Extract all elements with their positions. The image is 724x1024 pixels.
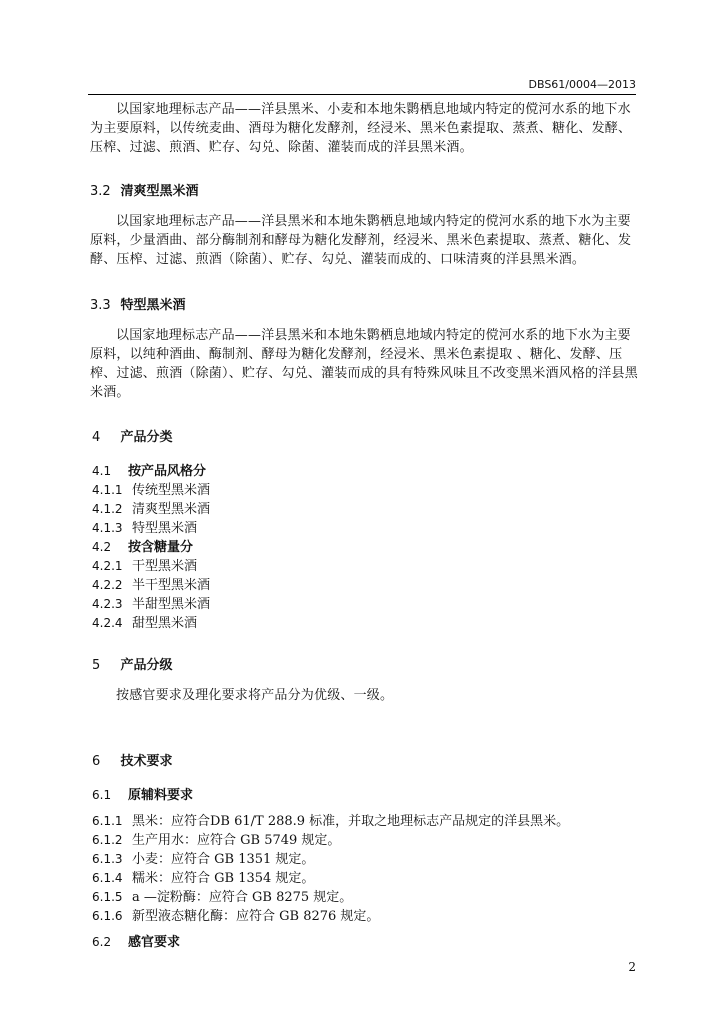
- item-text: 半甜型黑米酒: [132, 597, 211, 612]
- item-text: 甜型黑米酒: [132, 616, 198, 631]
- paragraph-5: 按感官要求及理化要求将产品分为优级、一级。: [116, 688, 394, 703]
- item-number: 6.1.3: [92, 852, 123, 866]
- section-title: 技术要求: [120, 754, 173, 769]
- list-item: [92, 907, 379, 926]
- document-number: DBS61/0004—2013: [528, 78, 636, 91]
- section-number: 3.2: [90, 184, 111, 199]
- list-item: [92, 500, 210, 519]
- list-item: [92, 595, 210, 614]
- list-item: [92, 869, 314, 888]
- item-text: 黑米：应符合DB 61/T 288.9 标准，并取之地理标志产品规定的洋县黑米。: [132, 814, 570, 829]
- item-number: 4.1.2: [92, 502, 123, 516]
- item-text: 生产用水：应符合 GB 5749 规定。: [132, 833, 341, 848]
- section-number: 6: [92, 754, 101, 769]
- item-text: 原辅料要求: [128, 788, 194, 803]
- list-item: [92, 812, 569, 831]
- list-item: [92, 481, 210, 500]
- item-text: 干型黑米酒: [132, 559, 198, 574]
- item-number: 4.1.1: [92, 483, 123, 497]
- list-item: [92, 933, 180, 952]
- list-item: [92, 462, 206, 481]
- item-number: 6.1.4: [92, 871, 123, 885]
- section-title: 产品分级: [120, 658, 173, 673]
- section-title: 清爽型黑米酒: [120, 184, 199, 199]
- item-text: 清爽型黑米酒: [132, 502, 211, 517]
- paragraph-3-2: 以国家地理标志产品——洋县黑米和本地朱鹮栖息地域内特定的傥河水系的地下水为主要原料，少量酒曲、部分酶制剂和酵母为糖化发酵剂，经浸米、黑米色素提取、蒸煮、糖化、发酵、压榨、过滤、煎酒（除菌）、贮存、勾兑、灌装而成的、口味清爽的洋县黑米酒。: [90, 214, 632, 267]
- list-item: [92, 786, 193, 805]
- section-title: 产品分类: [120, 430, 173, 445]
- list-item: [92, 850, 314, 869]
- item-text: 按含糖量分: [128, 540, 194, 555]
- section-title: 特型黑米酒: [120, 298, 186, 313]
- item-number: 6.1.1: [92, 814, 123, 828]
- section-heading-3-2: [90, 180, 199, 199]
- item-text: a —淀粉酶：应符合 GB 8275 规定。: [132, 890, 353, 905]
- section-number: 3.3: [90, 298, 111, 313]
- list-item: [92, 614, 197, 633]
- list-item: [92, 519, 197, 538]
- section-heading-6: [92, 750, 173, 769]
- item-number: 4.2.1: [92, 559, 123, 573]
- item-number: 6.1.2: [92, 833, 123, 847]
- item-text: 新型液态糖化酶：应符合 GB 8276 规定。: [132, 909, 380, 924]
- item-number: 6.2: [92, 935, 112, 949]
- item-text: 小麦：应符合 GB 1351 规定。: [132, 852, 315, 867]
- item-number: 6.1.5: [92, 890, 123, 904]
- paragraph-intro: 以国家地理标志产品——洋县黑米、小麦和本地朱鹮栖息地域内特定的傥河水系的地下水为主要原料，以传统麦曲、酒母为糖化发酵剂，经浸米、黑米色素提取、蒸煮、糖化、发酵、压榨、过滤、煎酒、贮存、勾兑、除菌、灌装而成的洋县黑米酒。: [90, 102, 632, 155]
- section-heading-3-3: [90, 294, 186, 313]
- page-number: 2: [628, 960, 636, 974]
- item-number: 4.2.4: [92, 616, 123, 630]
- list-item: [92, 831, 340, 850]
- item-text: 半干型黑米酒: [132, 578, 211, 593]
- item-text: 按产品风格分: [128, 464, 207, 479]
- item-text: 特型黑米酒: [132, 521, 198, 536]
- item-number: 6.1.6: [92, 909, 123, 923]
- item-number: 4.1.3: [92, 521, 123, 535]
- item-text: 感官要求: [128, 935, 181, 950]
- list-item: [92, 576, 210, 595]
- item-text: 糯米：应符合 GB 1354 规定。: [132, 871, 315, 886]
- list-item: [92, 538, 193, 557]
- item-number: 4.2: [92, 540, 112, 554]
- item-number: 4.2.2: [92, 578, 123, 592]
- list-item: [92, 557, 197, 576]
- item-number: 4.1: [92, 464, 112, 478]
- section-number: 5: [92, 658, 101, 673]
- section-heading-4: [92, 426, 173, 445]
- item-number: 4.2.3: [92, 597, 123, 611]
- section-heading-5: [92, 654, 173, 673]
- section-number: 4: [92, 430, 101, 445]
- paragraph-3-3: 以国家地理标志产品——洋县黑米和本地朱鹮栖息地域内特定的傥河水系的地下水为主要原料，以纯种酒曲、酶制剂、酵母为糖化发酵剂，经浸米、黑米色素提取 、糖化、发酵、压榨、过滤、煎酒（除菌）、贮存、勾兑、灌装而成的具有特殊风味且不改变黑米酒风格的洋县黑米酒。: [90, 328, 638, 400]
- header-rule: [88, 94, 636, 95]
- list-item: [92, 888, 352, 907]
- item-number: 6.1: [92, 788, 112, 802]
- item-text: 传统型黑米酒: [132, 483, 211, 498]
